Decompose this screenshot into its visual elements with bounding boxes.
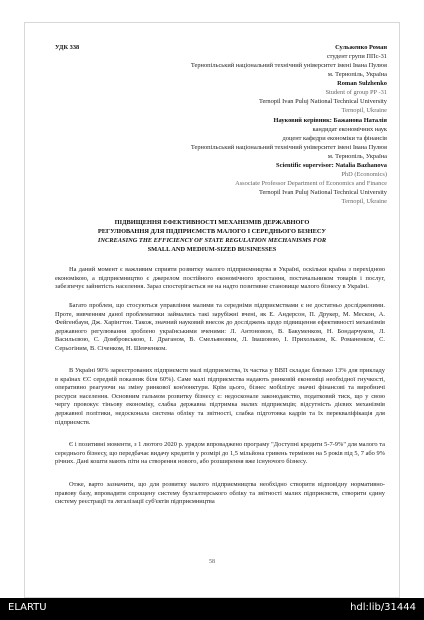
author-university-en: Ternopil Ivan Puluj National Technical University bbox=[258, 98, 387, 105]
author-university: Тернопільський національний технічний університет імені Івана Пулюя bbox=[190, 62, 387, 69]
supervisor-degree-en: PhD (Economics) bbox=[341, 171, 387, 178]
footer-repository-label: ELARTU bbox=[8, 602, 47, 613]
supervisor-name-en: Scientific supervisor: Natalia Bazhanova bbox=[276, 162, 387, 169]
footer-bar bbox=[0, 598, 424, 620]
title-en-line-1: INCREASING THE EFFICIENCY OF STATE REGULATION MECHANISMS FOR bbox=[97, 237, 327, 244]
udk-code: УДК 338 bbox=[55, 44, 80, 51]
paragraph-5: Отже, варто зазначити, що для розвитку малого підприємництва необхідно створити відповідну нормативно-правову базу, впровадити спрощену систему бухгалтерського обліку та звітності малих підприємств, створити єдину систему реєстрації та легалізації суб'єктів підприємництва bbox=[55, 481, 385, 506]
supervisor-name: Науковий керівник: Бажанова Наталія bbox=[273, 117, 387, 124]
page-number: 58 bbox=[209, 559, 215, 565]
supervisor-city-en: Ternopil, Ukraine bbox=[341, 198, 387, 205]
supervisor-position-en: Associate Professor Department of Economics and Finance bbox=[235, 180, 387, 187]
author-role: студент групи ППс-31 bbox=[326, 53, 387, 60]
paragraph-1: На даний момент є важливим сприяти розвитку малого підприємництва в Україні, оскільки країна з перехідною економікою, а підприємництво є джерелом постійного економічного зростання, постачальником товарів і послуг, забезпечує зайнятість населення. Зараз спостерігається не на надто позитивне становище малого бізнесу в Україні. bbox=[55, 266, 385, 291]
supervisor-university: Тернопільський національний технічний університет імені Івана Пулюя bbox=[190, 144, 387, 151]
author-name-en: Roman Sulzhenko bbox=[337, 80, 387, 87]
title-ua-line-1: ПІДВИЩЕННЯ ЕФЕКТИВНОСТІ МЕХАНІЗМІВ ДЕРЖАВНОГО bbox=[114, 219, 310, 226]
author-city-en: Ternopil, Ukraine bbox=[341, 107, 387, 114]
supervisor-position: доцент кафедри економіки та фінансів bbox=[282, 135, 387, 142]
paragraph-2: Багато проблем, що стосуються управління малими та середніми підприємствами є не достатньо дослідженими. Проте, вивченням даної проблематики займались такі зарубіжні вчені, як Е. Андерсон, П. Друкер, М. Мескон, А. Фейгенбаум, Дж. Харінгтон. Також, значний науковий внесок до досліджень щодо підвищення ефективності механізмів державного регулювання зроблено українськими вченими: Л. Антоновою, В. Бакуменком, Н. Бондарчуком, Л. Васильєвою, С. Домбровською, І. Драганом, В. Смельяновим, Л. Івашовою, І. Прихольком, К. Романенком, С. Серьогіним, В. Сiченком, Н. Шевченком. bbox=[55, 302, 385, 352]
supervisor-degree: кандидат економічних наук bbox=[312, 126, 387, 133]
author-role-en: Student of group PP -31 bbox=[325, 89, 387, 96]
footer-handle-label: hdl:lib/31444 bbox=[350, 602, 416, 613]
document-page bbox=[24, 22, 400, 598]
supervisor-city: м. Тернопіль, Україна bbox=[327, 153, 387, 160]
author-city: м. Тернопіль, Україна bbox=[327, 71, 387, 78]
supervisor-university-en: Ternopil Ivan Puluj National Technical University bbox=[258, 189, 387, 196]
title-en-line-2: SMALL AND MEDIUM-SIZED BUSINESSES bbox=[147, 246, 277, 253]
author-name: Сульженко Роман bbox=[335, 44, 387, 51]
title-ua-line-2: РЕГУЛЮВАННЯ ДЛЯ ПІДПРИЄМСТВ МАЛОГО І СЕРЕДНЬОГО БІЗНЕСУ bbox=[97, 228, 327, 235]
paragraph-4: Є і позитивні моменти, з 1 лютого 2020 р. урядом впроваджено програму "Доступні кредити 5-7-9%" для малого та середнього бізнесу, що передбачає видачу кредитів у розмірі до 1,5 мільйона гривень терміном на 5 років під 5, 7 або 9% річних. Дані кошти мають піти на створення нового, або розширення вже існуючого бізнесу. bbox=[55, 441, 385, 466]
paragraph-3: В Україні 90% зареєстрованих підприємств малі підприємства, їх частка у ВВП складає близько 13% для прикладу в країнах ЄС середній показник біля 60%). Саме малі підприємства надають ринковій економіці необхідної гнучкості, оперативно реагуючи на зміну ринкової кон'юнктури. Крім цього, бізнес мобілізує значні фінансові та виробничі ресурси населення. Основним гальмом розвитку бізнесу є: недосконале законодавство, податковий тиск, що у свою чергу провокує тіньову економіку, слабка державна підтримка малих підприємців; відсутність дієвих механізмів державної політики, недосконала система обліку та звітності, слабка підготовка кадрів та їх перекваліфікація для підприємств. bbox=[55, 367, 385, 426]
